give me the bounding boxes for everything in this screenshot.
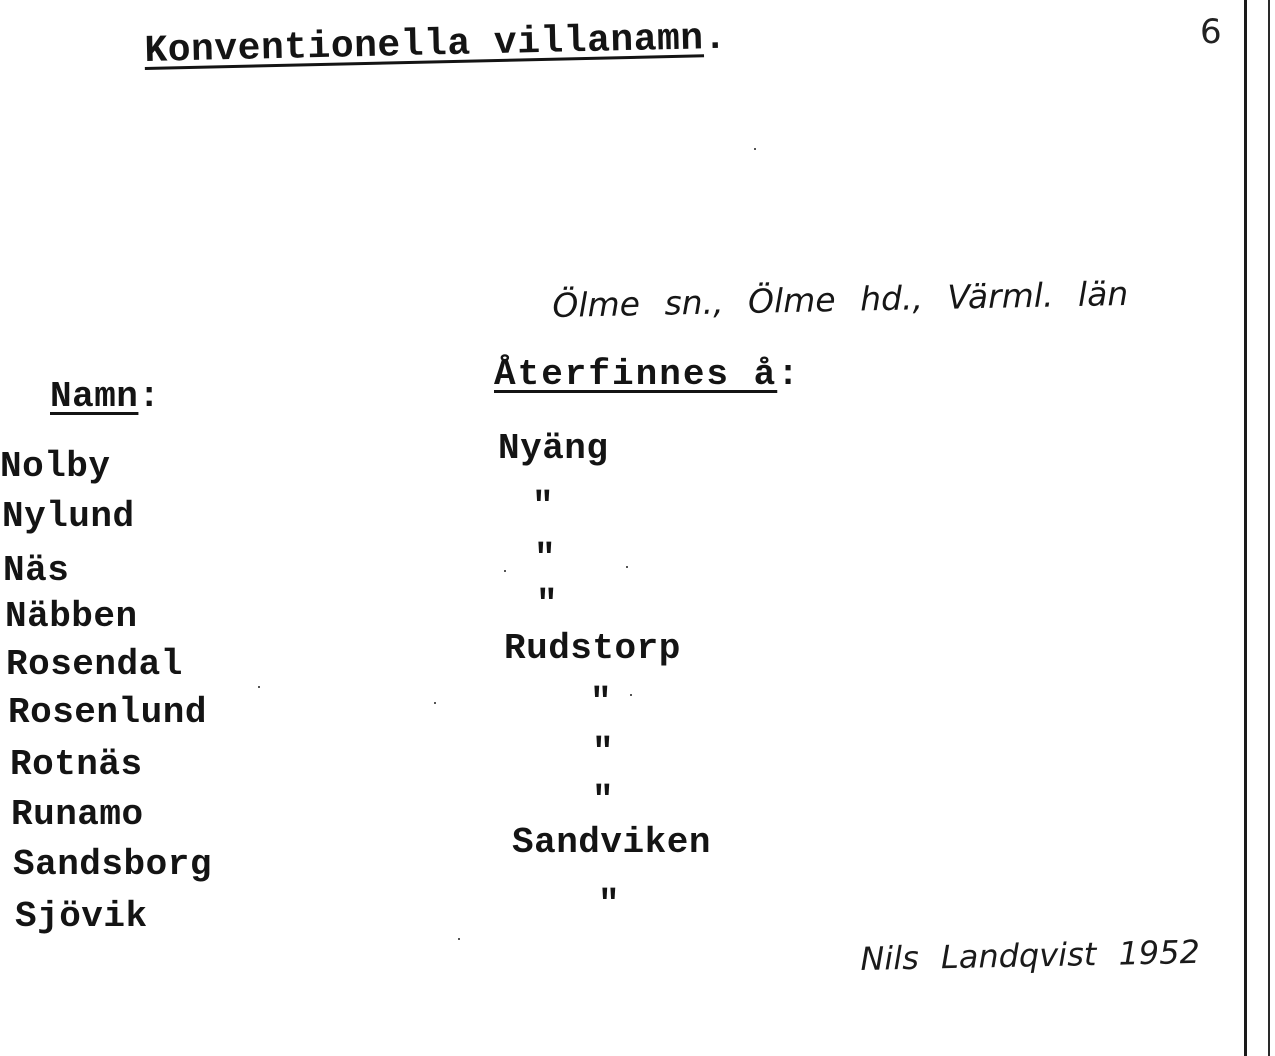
found-header-text: Återfinnes å <box>494 354 778 395</box>
scan-speck <box>458 938 460 940</box>
scan-speck <box>630 694 632 696</box>
found-header-colon: : <box>777 354 801 395</box>
found-entry: Rudstorp <box>504 628 681 669</box>
scan-speck <box>434 702 436 704</box>
names-header-colon: : <box>138 376 161 417</box>
scan-speck <box>626 566 628 568</box>
ditto-mark: " <box>592 780 615 821</box>
name-entry: Näbben <box>5 596 138 637</box>
found-entry: Nyäng <box>498 428 609 469</box>
scan-speck <box>504 570 506 572</box>
document-title <box>144 17 727 73</box>
name-entry: Nolby <box>0 446 111 487</box>
ditto-mark: " <box>534 538 557 579</box>
name-entry: Nylund <box>2 496 135 537</box>
name-entry: Sandsborg <box>13 844 212 885</box>
scan-speck <box>754 148 756 150</box>
ditto-mark: " <box>532 486 555 527</box>
scan-speck <box>258 686 260 688</box>
page-number: 6 <box>1200 12 1222 52</box>
page-edge-line-outer <box>1268 0 1270 1056</box>
name-entry: Sjövik <box>15 896 148 937</box>
found-entry: Sandviken <box>512 822 711 863</box>
ditto-mark: " <box>598 884 621 925</box>
title-text: Konventionella villanamn <box>144 17 705 73</box>
name-entry: Rotnäs <box>10 744 143 785</box>
title-period: . <box>703 16 728 61</box>
page-edge-line <box>1244 0 1247 1056</box>
ditto-mark: " <box>536 584 559 625</box>
name-entry: Rosenlund <box>8 692 207 733</box>
names-header <box>50 376 161 417</box>
locality-line: Ölme sn., Ölme hd., Värml. län <box>552 273 1129 325</box>
ditto-mark: " <box>590 682 613 723</box>
name-entry: Rosendal <box>6 644 183 685</box>
ditto-mark: " <box>592 732 615 773</box>
signature-line: Nils Landqvist 1952 <box>860 932 1201 978</box>
name-entry: Runamo <box>11 794 144 835</box>
found-header <box>494 354 801 395</box>
names-header-text: Namn <box>50 376 139 417</box>
name-entry: Näs <box>3 550 70 591</box>
